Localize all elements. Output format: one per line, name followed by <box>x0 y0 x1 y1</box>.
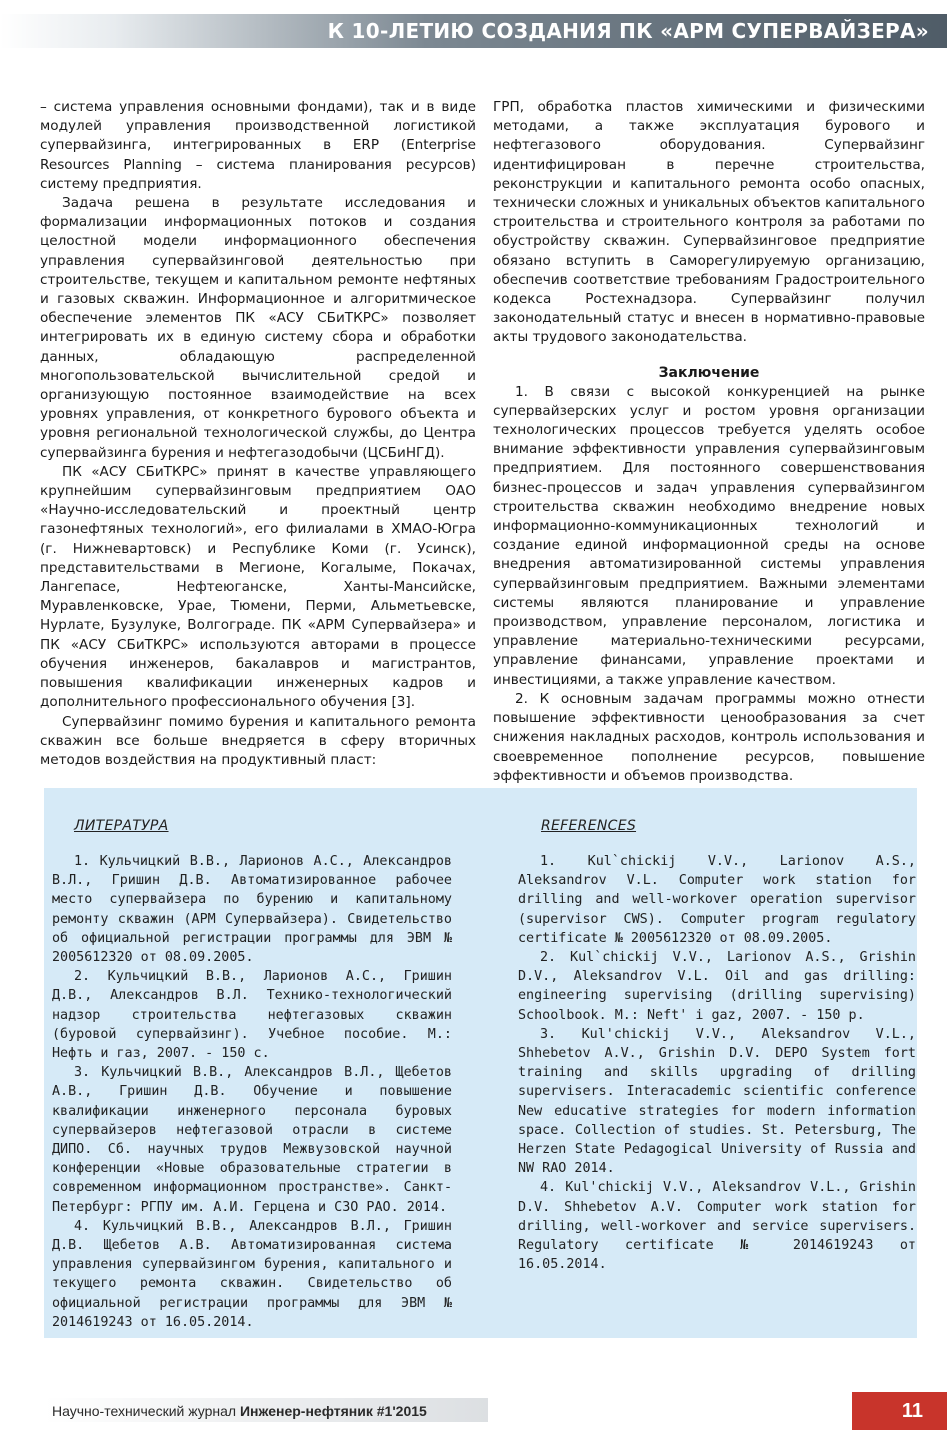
reference-item: 3. Кульчицкий В.В., Александров В.Л., Щебетов А.В., Гришин Д.В. Обучение и повышение квалификации инженерного персонала буровых супервайзеров нефтегазовой отрасли в системе ДИПО. Сб. научных трудов Межвузовской научной конференции «Новые образовательные стратегии в современном информационном пространстве». Санкт-Петербург: РГПУ им. А.И. Герцена и СЗО РАО. 2014. <box>52 1065 452 1215</box>
references-list-ru <box>52 852 452 1332</box>
reference-item: 1. Kul`chickij V.V., Larionov A.S., Aleksandrov V.L. Computer work station for drilling and well-workover operation supervisor (supervisor CWS). Computer program regulatory certificate № 2005612320 от 08.09.2005. <box>518 854 916 946</box>
section-title: К 10-ЛЕТИЮ СОЗДАНИЯ ПК «АРМ СУПЕРВАЙЗЕРА» <box>327 19 929 43</box>
conclusion-heading: Заключение <box>658 364 760 381</box>
journal-name: Инженер-нефтяник <box>239 1403 373 1419</box>
page-number-box <box>852 1392 947 1430</box>
paragraph: ГРП, обработка пластов химическими и физическими методами, а также эксплуатация бурового и нефтегазового оборудования. Супервайзинг идентифицирован в перечне строительства, реконструкции и капитального ремонта особо опасных, технически сложных и уникальных объектов капитального строительства и строительного контроля за работами по обустройству скважин. Супервайзинговое предприятие обязано вступить в Саморегулируемую организацию, обеспечив соответствие требованиям Градостроительного кодекса Ростехнадзора. Супервайзинг получил законодательный статус и внесен в нормативно-правовые акты трудового законодательства. <box>493 99 925 346</box>
journal-footer <box>52 1401 427 1421</box>
journal-issue: #1'2015 <box>376 1403 427 1419</box>
paragraph: Супервайзинг помимо бурения и капитального ремонта скважин все больше внедряется в сферу вторичных методов воздействия на продуктивный пласт: <box>40 713 476 768</box>
article-column-right <box>493 98 925 786</box>
references-heading-ru: ЛИТЕРАТУРА <box>74 818 169 834</box>
paragraph: Задача решена в результате исследования и формализации информационных потоков и создания целостной модели информационного обеспечения управления супервайзинговой деятельностью при строительстве, текущем и капитальном ремонте нефтяных и газовых скважин. Информационное и алгоритмическое обеспечение элементов ПК «АСУ СБиТКРС» позволяет интегрировать их в единую систему сбора и обработки данных, обладающую распределенной многопользовательской вычислительной средой и организующую постоянное взаимодействие на всех уровнях управления, от конкретного бурового объекта и уровня региональной технологической службы, до Центра супервайзинга бурения и нефтегазодобычи (ЦСБиНГД). <box>40 195 476 461</box>
article-column-left <box>40 98 476 770</box>
reference-item: 2. Кульчицкий В.В., Ларионов А.С., Гришин Д.В., Александров В.Л. Технико-технологический надзор строительства нефтегазовых скважин (буровой супервайзинг). Учебное пособие. М.: Нефть и газ, 2007. - 150 с. <box>52 969 452 1062</box>
reference-item: 4. Kul'chickij V.V., Aleksandrov V.L., Grishin D.V. Shhebetov A.V. Computer work station for drilling, well-workover and service supervisers. Regulatory certificate № 2014619243 от 16.05.2014. <box>518 1180 916 1273</box>
reference-item: 3. Kul'chickij V.V., Aleksandrov V.L., Shhebetov A.V., Grishin D.V. DEPO System fort training and skills upgrading of drilling supervisers. Interacademic scientific conference New educative strategies for modern information space. Collection of studies. St. Petersburg, The Herzen State Pedagogical University of Russia and NW RAO 2014. <box>518 1026 916 1177</box>
paragraph: ПК «АСУ СБиТКРС» принят в качестве управляющего крупнейшим супервайзинговым предприятием ОАО «Научно-исследовательский и проектный центр газонефтяных технологий», его филиалами в ХМАО-Югра (г. Нижневартовск) и Республике Коми (г. Усинск), представительствами в Мегионе, Когалыме, Покачах, Лангепасе, Нефтеюганске, Ханты-Мансийске, Муравленковске, Урае, Тюмени, Перми, Альметьевске, Нурлате, Бузулуке, Волгограде. ПК «АРМ Супервайзера» и ПК «АСУ СБиТКРС» используются авторами в процессе обучения инженеров, бакалавров и магистрантов, повышения квалификации инженерных кадров и дополнительного профессионального обучения [3]. <box>40 463 476 711</box>
reference-item: 2. Kul`chickij V.V., Larionov A.S., Grishin D.V., Aleksandrov V.L. Oil and gas drilling: engineering supervising (drilling supervising) Schoolbook. M.: Neft' i gaz, 2007. - 150 p. <box>518 950 916 1023</box>
page-number: 11 <box>901 1400 923 1422</box>
references-heading-en: REFERENCES <box>541 818 637 834</box>
conclusion-paragraph: 1. В связи с высокой конкуренцией на рынке супервайзерских услуг и ростом уровня организации технологических процессов требуется уделять особое внимание эффективности управления супервайзинговым предприятием. Для постоянного совершенствования бизнес-процессов и задач управления супервайзингом строительства скважин необходимо внедрение новых информационно-коммуникационных технологий и создание единой информационной среды на основе внедрения автоматизированной системы управления супервайзинговым предприятием. Важными элементами системы являются планирование и управление производством, управление персоналом, логистика и управление материально-техническими ресурсами, управление финансами, управление проектами и инвестициями, а также управление качеством. <box>493 383 925 688</box>
journal-prefix: Научно-технический журнал <box>52 1403 237 1419</box>
reference-item: 4. Кульчицкий В.В., Александров В.Л., Гришин Д.В. Щебетов А.В. Автоматизированная система управления супервайзингом бурения, капитального и текущего ремонта скважин. Свидетельство об официальной регистрации программы для ЭВМ № 2014619243 от 16.05.2014. <box>52 1218 452 1330</box>
references-list-en <box>518 852 916 1274</box>
paragraph: – система управления основными фондами), так и в виде модулей управления производственной логистикой супервайзинга, интегрированных в ERP (Enterprise Resources Planning – система планирования ресурсов) систему предприятия. <box>40 99 476 192</box>
reference-item: 1. Кульчицкий В.В., Ларионов А.С., Александров В.Л., Гришин Д.В. Автоматизированное рабочее место супервайзера по бурению и капитальному ремонту скважин (АРМ Супервайзера). Свидетельство об официальной регистрации программы для ЭВМ № 2005612320 от 08.09.2005. <box>52 854 452 966</box>
conclusion-paragraph: 2. К основным задачам программы можно отнести повышение эффективности ценообразования за счет снижения накладных расходов, контроль использования и своевременное пополнение ресурсов, повышение эффективности и объемов производства. <box>493 690 925 784</box>
